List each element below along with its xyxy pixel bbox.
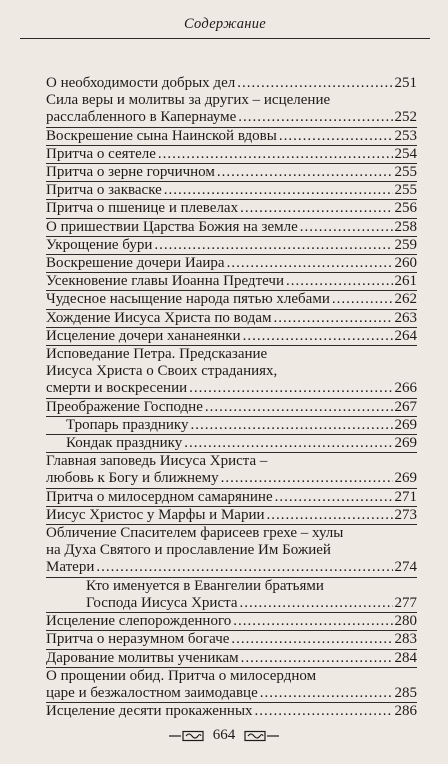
toc-entry [46, 164, 417, 182]
toc-entry [46, 613, 417, 631]
toc-entry-title: Сила веры и молитвы за других – исцеление [46, 92, 331, 109]
dot-leader [189, 380, 392, 397]
toc-entry-title: царе и безжалостном заимодавце [46, 684, 258, 701]
dot-leader [158, 146, 393, 163]
toc-entry [46, 346, 417, 399]
toc-entry [46, 75, 417, 92]
toc-entry-page: 262 [394, 291, 417, 308]
toc-entry-title: О пришествии Царства Божия на земле [46, 218, 298, 235]
header-rule [20, 38, 430, 39]
toc-entry-page: 269 [394, 435, 417, 452]
dot-leader [243, 328, 393, 345]
toc-entry-page: 260 [394, 255, 417, 272]
toc-entry [46, 650, 417, 668]
dot-leader [241, 650, 393, 667]
dot-leader [300, 219, 393, 236]
toc-entry-page: 271 [394, 488, 417, 505]
toc-entry-page: 258 [394, 218, 417, 235]
toc-entry-title: Тропарь празднику [66, 416, 189, 433]
dot-leader [221, 470, 393, 487]
toc-entry-title: Исцеление дочери хананеянки [46, 327, 241, 344]
toc-entry-title: Господа Иисуса Христа [86, 594, 238, 611]
toc-entry-title: Главная заповедь Иисуса Христа – [46, 453, 268, 470]
dot-leader [275, 489, 393, 506]
toc-entry [46, 328, 417, 346]
table-of-contents [46, 75, 417, 720]
toc-entry [46, 128, 417, 146]
dot-leader [154, 237, 392, 254]
dot-leader [279, 128, 393, 145]
toc-entry-title: Притча о пшенице и плевелах [46, 200, 239, 217]
dot-leader [164, 182, 393, 199]
toc-entry-page: 263 [394, 309, 417, 326]
toc-entry-page: 284 [394, 649, 417, 666]
toc-entry-title: Кто именуется в Евангелии братьями [86, 577, 324, 594]
toc-entry-title: Исповедание Петра. Предсказание [46, 346, 268, 363]
page-number: 664 [212, 727, 236, 743]
toc-entry [46, 507, 417, 525]
toc-entry-title: Воскрешение дочери Иаира [46, 255, 225, 272]
toc-entry-title: Иисус Христос у Марфы и Марии [46, 506, 265, 523]
toc-entry [46, 525, 417, 578]
toc-entry-title: Усекновение главы Иоанна Предтечи [46, 273, 284, 290]
toc-entry-title: смерти и воскресении [46, 380, 188, 397]
toc-entry [46, 668, 417, 703]
dot-leader [233, 613, 392, 630]
page-footer [0, 727, 448, 744]
toc-entry-page: 252 [394, 109, 417, 126]
toc-entry-title: на Духа Святого и прославление Им Божией [46, 542, 331, 559]
toc-entry-title: расслабленного в Капернауме [46, 109, 237, 126]
dot-leader [240, 595, 393, 612]
dot-leader [238, 109, 392, 126]
toc-entry-title: Притча о неразумном богаче [46, 631, 230, 648]
toc-entry [46, 255, 417, 273]
dot-leader [255, 703, 393, 720]
toc-entry [46, 703, 417, 720]
toc-entry-page: 269 [394, 416, 417, 433]
running-header [20, 16, 430, 39]
toc-entry-title: Укрощение бури [46, 236, 153, 253]
dot-leader [267, 507, 393, 524]
dot-leader [240, 200, 392, 217]
toc-entry [46, 489, 417, 507]
dot-leader [273, 310, 392, 327]
toc-entry-title: Матери [46, 559, 95, 576]
dot-leader [332, 291, 393, 308]
toc-entry-title: Притча о милосердном самарянине [46, 488, 273, 505]
toc-entry-page: 277 [394, 594, 417, 611]
toc-entry-page: 256 [394, 200, 417, 217]
dot-leader [184, 435, 392, 452]
toc-entry [46, 146, 417, 164]
toc-entry [46, 453, 417, 488]
dot-leader [227, 255, 393, 272]
toc-entry-title: О необходимости добрых дел [46, 75, 236, 91]
toc-entry-page: 280 [394, 613, 417, 630]
dot-leader [286, 273, 393, 290]
toc-entry [46, 578, 417, 613]
toc-entry-page: 274 [394, 559, 417, 576]
right-ornament-icon [243, 730, 279, 742]
toc-entry-title: Кондак празднику [66, 435, 183, 452]
toc-entry-page: 285 [394, 684, 417, 701]
toc-entry [46, 417, 417, 435]
toc-entry [46, 273, 417, 291]
toc-entry-title: Чудесное насыщение народа пятью хлебами [46, 291, 330, 308]
toc-entry-title: любовь к Богу и ближнему [46, 470, 219, 487]
dot-leader [217, 164, 393, 181]
toc-entry-page: 286 [394, 703, 417, 720]
toc-entry-page: 283 [394, 631, 417, 648]
dot-leader [190, 417, 392, 434]
toc-entry-title: Хождение Иисуса Христа по водам [46, 309, 272, 326]
toc-entry-page: 264 [394, 327, 417, 344]
toc-entry [46, 182, 417, 200]
toc-entry [46, 310, 417, 328]
toc-entry-page: 267 [394, 398, 417, 415]
toc-entry-page: 251 [394, 75, 417, 91]
toc-entry-title: Иисуса Христа о Своих страданиях, [46, 363, 278, 380]
toc-entry-title: Притча о закваске [46, 182, 162, 199]
dot-leader [260, 685, 393, 702]
left-ornament-icon [169, 730, 205, 742]
toc-entry-title: Исцеление слепорожденного [46, 613, 232, 630]
toc-entry [46, 435, 417, 453]
toc-entry-page: 261 [394, 273, 417, 290]
dot-leader [96, 559, 392, 576]
dot-leader [231, 631, 392, 648]
toc-entry-title: Преображение Господне [46, 398, 203, 415]
toc-entry-title: Притча о зерне горчичном [46, 164, 215, 181]
toc-entry-page: 266 [394, 380, 417, 397]
toc-entry-page: 269 [394, 470, 417, 487]
toc-entry-page: 273 [394, 506, 417, 523]
toc-entry-title: Воскрешение сына Наинской вдовы [46, 127, 277, 144]
toc-entry [46, 219, 417, 237]
toc-entry [46, 200, 417, 218]
toc-entry [46, 237, 417, 255]
toc-entry-title: Дарование молитвы ученикам [46, 649, 239, 666]
toc-entry-title: Обличение Спасителем фарисеев грехе – хулы [46, 525, 344, 542]
toc-entry-page: 255 [394, 182, 417, 199]
toc-entry-page: 259 [394, 236, 417, 253]
toc-entry [46, 631, 417, 649]
toc-entry-page: 255 [394, 164, 417, 181]
toc-entry-title: О прощении обид. Притча о милосердном [46, 667, 317, 684]
toc-entry-title: Притча о сеятеле [46, 145, 156, 162]
toc-entry-title: Исцеление десяти прокаженных [46, 703, 253, 720]
dot-leader [237, 75, 392, 92]
toc-entry-page: 254 [394, 145, 417, 162]
toc-entry [46, 291, 417, 309]
toc-entry-page: 253 [394, 127, 417, 144]
toc-entry [46, 92, 417, 127]
header-title: Содержание [183, 16, 267, 32]
toc-entry [46, 399, 417, 417]
dot-leader [205, 399, 393, 416]
